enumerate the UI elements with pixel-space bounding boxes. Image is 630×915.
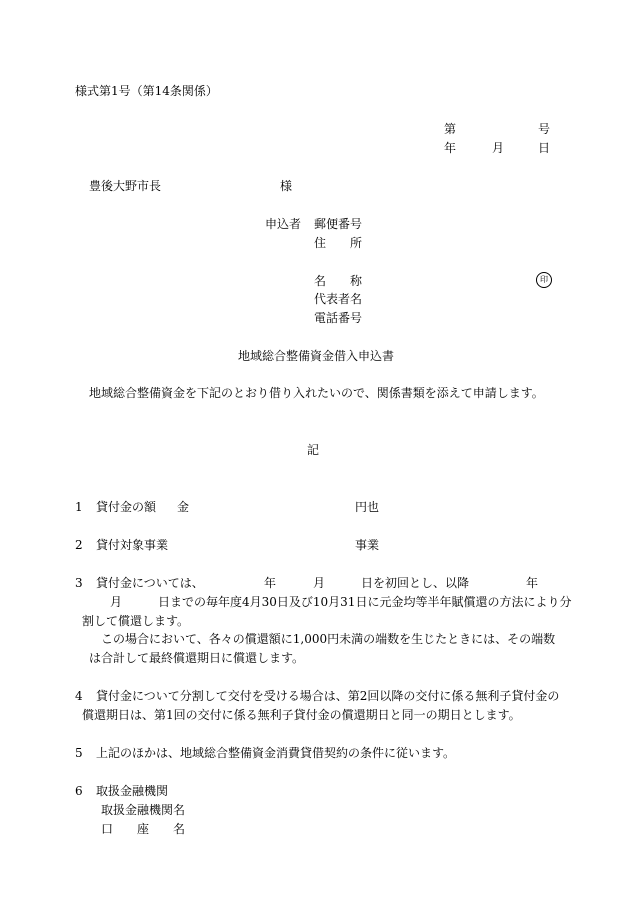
item-5-text: 上記のほかは、地域総合整備資金消費貸借契約の条件に従います。: [96, 746, 456, 760]
date-day: 日: [538, 141, 551, 155]
item-2-unit: 事業: [355, 538, 380, 552]
account-name-label: 口 座 名: [101, 822, 186, 836]
item-3-line-4: この場合において、各々の償還額に1,000円未満の端数を生じたときには、その端数: [101, 632, 556, 646]
phone-label: 電話番号: [314, 311, 363, 325]
document-title: 地域総合整備資金借入申込書: [238, 349, 395, 363]
item-2-number: 2: [75, 538, 83, 552]
item-1-kin: 金: [177, 500, 190, 514]
date-year: 年: [444, 141, 457, 155]
representative-label: 代表者名: [314, 292, 363, 306]
item-3-line-2a: 月: [110, 595, 123, 609]
date-month: 月: [492, 141, 505, 155]
ki-heading: 記: [307, 443, 320, 457]
item-3-line-1d: 日を初回とし、以降: [361, 576, 470, 590]
item-1-label: 貸付金の額: [96, 500, 157, 514]
item-3-line-1e: 年: [526, 576, 539, 590]
address-label: 住 所: [314, 236, 363, 250]
addressee-honorific: 様: [280, 179, 293, 193]
item-3-line-3: 割して償還します。: [82, 614, 190, 628]
addressee-name: 豊後大野市長: [89, 179, 162, 193]
institution-name-label: 取扱金融機関名: [101, 803, 186, 817]
item-3-line-2b: 日までの毎年度4月30日及び10月31日に元金均等半年賦償還の方法により分: [158, 595, 572, 609]
item-3-line-1a: 貸付金については、: [96, 576, 204, 590]
item-3-line-1b: 年: [264, 576, 277, 590]
item-1-unit: 円也: [355, 500, 380, 514]
item-1-number: 1: [75, 500, 83, 514]
seal-mark: 印: [536, 272, 552, 288]
item-5-number: 5: [75, 746, 83, 760]
item-3-line-5: は合計して最終償還期日に償還します。: [89, 651, 305, 665]
item-3-line-1c: 月: [313, 576, 326, 590]
doc-number-suffix: 号: [538, 122, 551, 136]
postal-code-label: 郵便番号: [314, 217, 363, 231]
intro-text: 地域総合整備資金を下記のとおり借り入れたいので、関係書類を添えて申請します。: [89, 386, 544, 400]
item-6-label: 取扱金融機関: [96, 784, 169, 798]
form-id: 様式第1号（第14条関係）: [75, 84, 218, 98]
name-label: 名 称: [314, 274, 363, 288]
item-3-number: 3: [75, 576, 83, 590]
applicant-label: 申込者: [265, 217, 302, 231]
item-2-label: 貸付対象事業: [96, 538, 169, 552]
item-6-number: 6: [75, 784, 83, 798]
item-4-number: 4: [75, 689, 83, 703]
item-4-line-2: 償還期日は、第1回の交付に係る無利子貸付金の償還期日と同一の期日とします。: [82, 708, 521, 722]
doc-number-prefix: 第: [444, 122, 457, 136]
item-4-line-1: 貸付金について分割して交付を受ける場合は、第2回以降の交付に係る無利子貸付金の: [96, 689, 560, 703]
